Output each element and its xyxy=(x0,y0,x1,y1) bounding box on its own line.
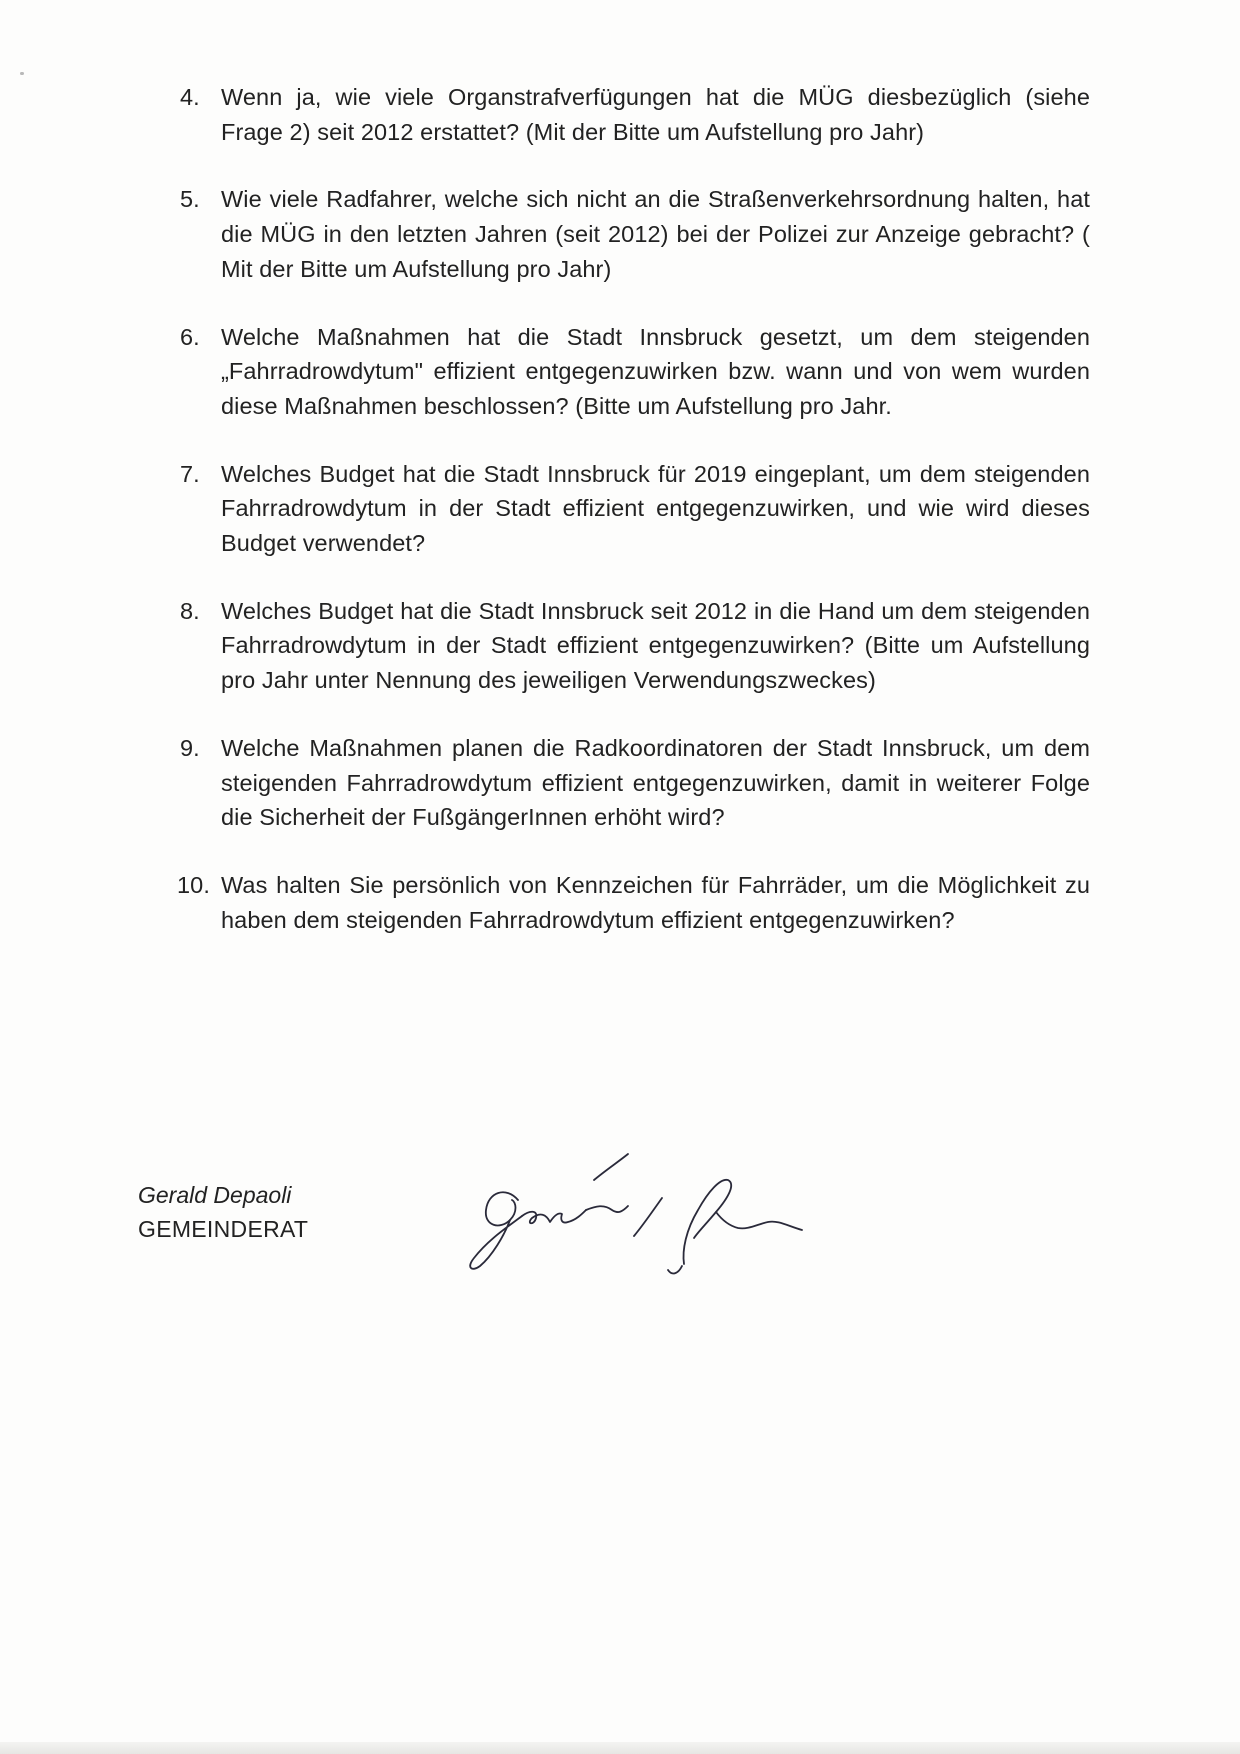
question-item xyxy=(180,457,1090,561)
question-number: 9. xyxy=(180,734,200,761)
scan-bottom-edge xyxy=(0,1742,1240,1754)
scan-speck xyxy=(20,72,24,75)
question-text: Wie viele Radfahrer, welche sich nicht an die Straßenverkehrsordnung halten, hat die MÜG in den letzten Jahren (seit 2012) bei der Polizei zur Anzeige gebracht? ( Mit der Bitte um Aufstellung pro Jahr) xyxy=(221,186,1090,282)
question-text: Wenn ja, wie viele Organstrafverfügungen hat die MÜG diesbezüglich (siehe Frage 2) seit 2012 erstattet? (Mit der Bitte um Aufstellung pro Jahr) xyxy=(221,84,1090,145)
handwritten-signature xyxy=(458,1140,848,1280)
question-text: Was halten Sie persönlich von Kennzeichen für Fahrräder, um die Möglichkeit zu haben dem steigenden Fahrradrowdytum effizient entgegenzuwirken? xyxy=(221,871,1090,933)
question-number: 4. xyxy=(180,84,200,110)
question-number: 5. xyxy=(180,186,200,213)
question-number: 7. xyxy=(180,460,200,487)
question-text: Welches Budget hat die Stadt Innsbruck für 2019 eingeplant, um dem steigenden Fahrradrowdytum in der Stadt effizient entgegenzuwirken, und wie wird dieses Budget verwendet? xyxy=(221,460,1090,557)
question-text: Welches Budget hat die Stadt Innsbruck seit 2012 in die Hand um dem steigenden Fahrradrowdytum in der Stadt effizient entgegenzuwirken? (Bitte um Aufstellung pro Jahr unter Nennung des jeweiligen Verwendungszweckes) xyxy=(221,597,1090,694)
signatory-name: Gerald Depaoli xyxy=(138,1182,292,1208)
question-item xyxy=(180,320,1090,424)
question-item xyxy=(177,868,1090,937)
question-text: Welche Maßnahmen planen die Radkoordinatoren der Stadt Innsbruck, um dem steigenden Fahrradrowdytum effizient entgegenzuwirken, damit in weiterer Folge die Sicherheit der FußgängerInnen erhöht wird? xyxy=(221,734,1090,831)
question-number: 10. xyxy=(177,871,210,898)
question-number: 8. xyxy=(180,597,200,624)
question-item xyxy=(180,80,1090,149)
question-item xyxy=(180,182,1090,286)
signatory-title: GEMEINDERAT xyxy=(138,1216,309,1242)
question-item xyxy=(180,731,1090,835)
question-item xyxy=(180,594,1090,698)
signature-block xyxy=(138,1178,308,1246)
question-list xyxy=(177,80,1090,970)
question-number: 6. xyxy=(180,323,200,350)
question-text: Welche Maßnahmen hat die Stadt Innsbruck gesetzt, um dem steigenden „Fahrradrowdytum" effizient entgegenzuwirken bzw. wann und von wem wurden diese Maßnahmen beschlossen? (Bitte um Aufstellung pro Jahr. xyxy=(221,323,1090,419)
